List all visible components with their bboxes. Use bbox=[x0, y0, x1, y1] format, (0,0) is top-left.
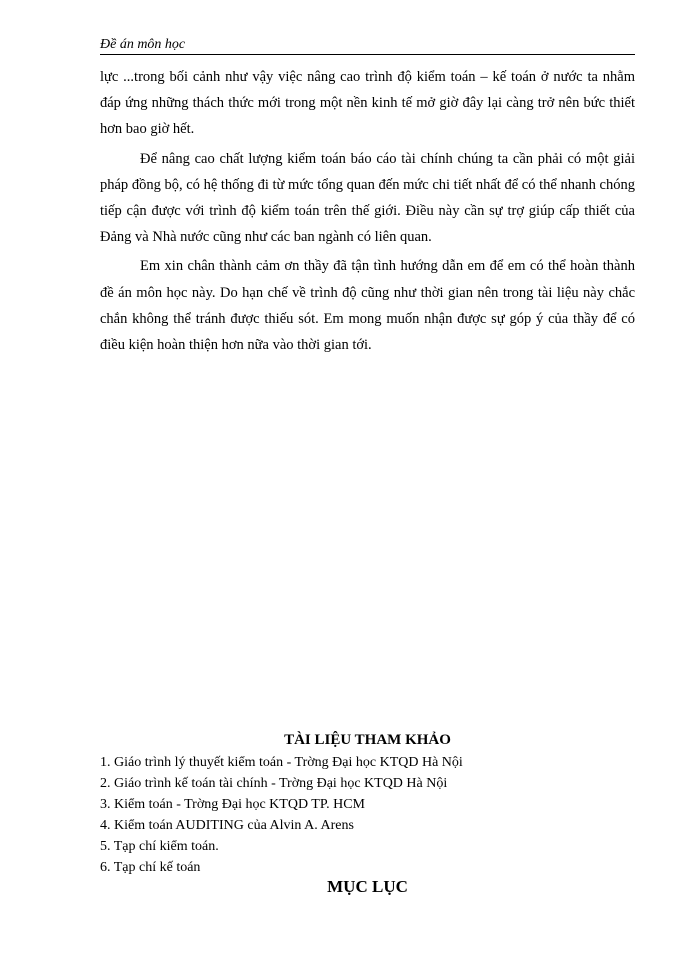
paragraph-continuation: lực ...trong bối cảnh như vậy việc nâng cao trình độ kiểm toán – kế toán ở nước ta nhằm đáp ứng những thách thức mới trong một nền kinh tế mở giờ đây lại càng trở nên bức thiết hơn bao giờ hết. bbox=[100, 69, 635, 138]
reference-item: 4. Kiểm toán AUDITING của Alvin A. Arens bbox=[100, 818, 354, 833]
paragraph-acknowledgement: Em xin chân thành cảm ơn thầy đã tận tình hướng dẫn em để em có thể hoàn thành đề án môn học này. Do hạn chế về trình độ cũng như thời gian nên trong tài liệu này chắc chắn không thể tránh được thiếu sót. Em mong muốn nhận được sự góp ý của thầy để có điều kiện hoàn thiện hơn nữa vào thời gian tới. bbox=[100, 258, 635, 354]
body-text bbox=[100, 64, 635, 361]
references-list bbox=[100, 752, 635, 878]
reference-item: 1. Giáo trình lý thuyết kiểm toán - Trờng Đại học KTQD Hà Nội bbox=[100, 755, 463, 770]
running-header: Đề án môn học bbox=[100, 36, 635, 55]
reference-item: 6. Tạp chí kế toán bbox=[100, 860, 201, 875]
reference-item: 3. Kiểm toán - Trờng Đại học KTQD TP. HCM bbox=[100, 797, 365, 812]
reference-item: 5. Tạp chí kiểm toán. bbox=[100, 839, 219, 854]
paragraph-audit-quality: Để nâng cao chất lượng kiểm toán báo cáo tài chính chúng ta cần phải có một giải pháp đồng bộ, có hệ thống đi từ mức tổng quan đến mức chi tiết nhất để có thể nhanh chóng tiếp cận được với trình độ kiểm toán trên thế giới. Điều này cần sự trợ giúp cấp thiết của Đảng và Nhà nước cũng như các ban ngành có liên quan. bbox=[100, 150, 635, 246]
references-section bbox=[100, 730, 635, 878]
reference-item: 2. Giáo trình kế toán tài chính - Trờng Đại học KTQD Hà Nội bbox=[100, 776, 448, 791]
table-of-contents-title: MỤC LỤC bbox=[327, 877, 408, 896]
references-title: TÀI LIỆU THAM KHẢO bbox=[284, 732, 451, 748]
